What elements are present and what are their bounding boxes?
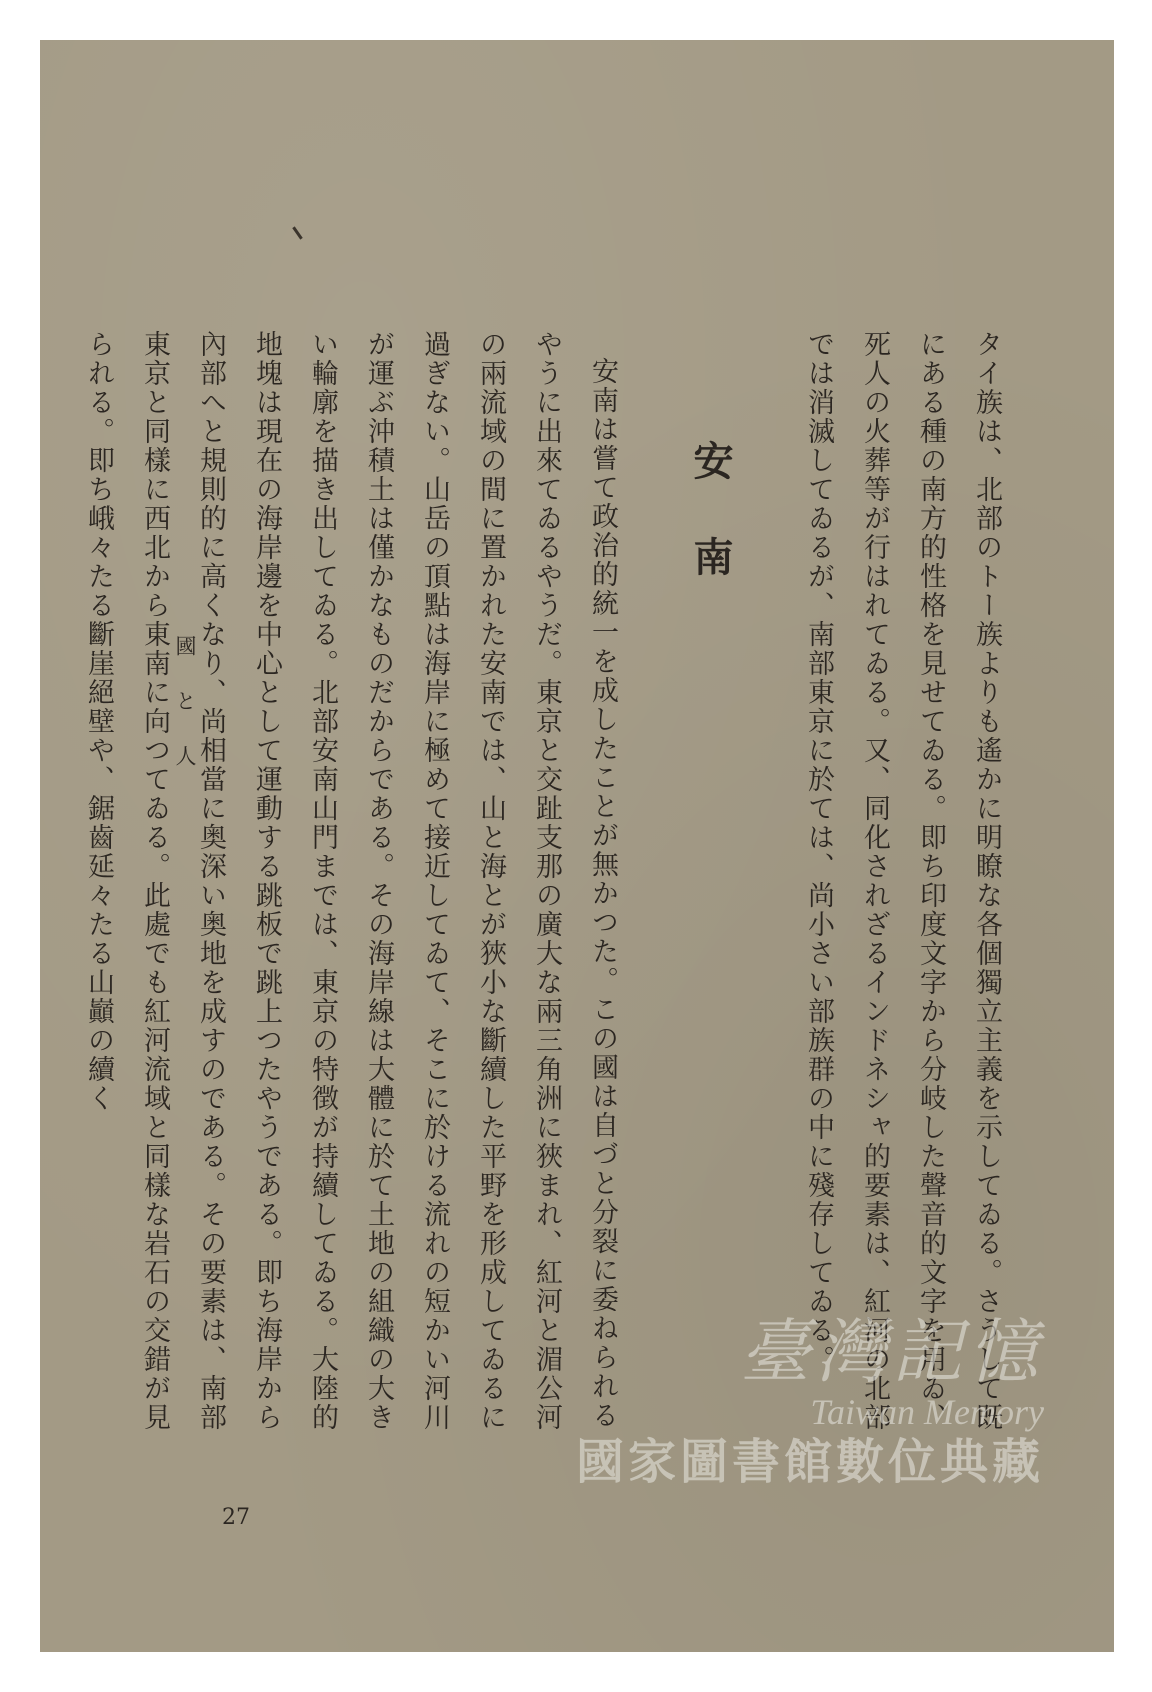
- watermark-logo: 臺灣記憶: [740, 1311, 1044, 1393]
- text-line: の組織の大きい輪廓を描き出してゐる。北部安南山門までは、東京の特徴が持續してゐる。大陸的地塊は: [251, 330, 394, 1432]
- text-line: 同化されざるインドネシャ的要素は、紅河の北部では消滅してゐるが、南部東京に於ては、尚小さい部: [803, 330, 890, 1432]
- text-line: 安南は嘗て政治的統一を成したことが無かつた。この國は自づと分裂に委ねられるやうに出來てゐる: [531, 330, 618, 1430]
- paragraph-annam: [70, 330, 630, 1440]
- stray-ink-mark: [292, 226, 302, 239]
- watermark: [524, 1312, 1044, 1492]
- watermark-subtitle: Taiwan Memory: [810, 1392, 1044, 1432]
- text-line: そこに於ける流れの短かい河川が運ぶ沖積土は僅かなものだからである。その海岸線は大體に於て土地: [363, 330, 450, 1432]
- section-heading-annam: 安南: [687, 440, 734, 632]
- text-line: 此處でも紅河流域と同樣な岩石の交錯が見られる。即ち峨々たる斷崖絕壁や、鋸齒延々たる山巓の續く: [83, 330, 170, 1432]
- page-number: 27: [222, 1505, 250, 1530]
- running-footer-book-title: 國と人: [173, 635, 197, 800]
- text-line: り、尚相當に奥深い奥地を成すのである。その要素は、南部東京と同樣に西北から東南に向つてゐる。: [139, 330, 226, 1432]
- text-line: 山と海とが狹小な斷續した平野を形成してゐるに過ぎない。山岳の頂點は海岸に極めて接近してゐて、: [419, 330, 506, 1432]
- document-page: [40, 40, 1114, 1652]
- text-line: タイ族は、北部のトー族よりも遙かに明瞭な各個獨立主義を示してゐる。さうして既にある種の南方的: [915, 330, 1002, 1432]
- vertical-body-text: [70, 330, 1014, 1440]
- text-line: 現在の海岸邊を中心として運動する跳板で跳上つたやうである。即ち海岸から內部へと規則的に高くな: [195, 330, 282, 1432]
- watermark-organization: 國家圖書館數位典藏: [575, 1434, 1044, 1490]
- text-line: 族群の中に殘存してゐる。: [803, 1026, 834, 1374]
- text-line: やうだ。東京と交趾支那の廣大な兩三角洲に狹まれ、紅河と湄公河の兩流域の間に置かれた安南では、: [475, 330, 562, 1432]
- paragraph-tai-tribes: [790, 330, 1014, 1440]
- text-line: 性格を見せてゐる。即ち印度文字から分岐した聲音的文字を用ゐ、死人の火葬等が行はれてゐる。又、: [859, 330, 946, 1432]
